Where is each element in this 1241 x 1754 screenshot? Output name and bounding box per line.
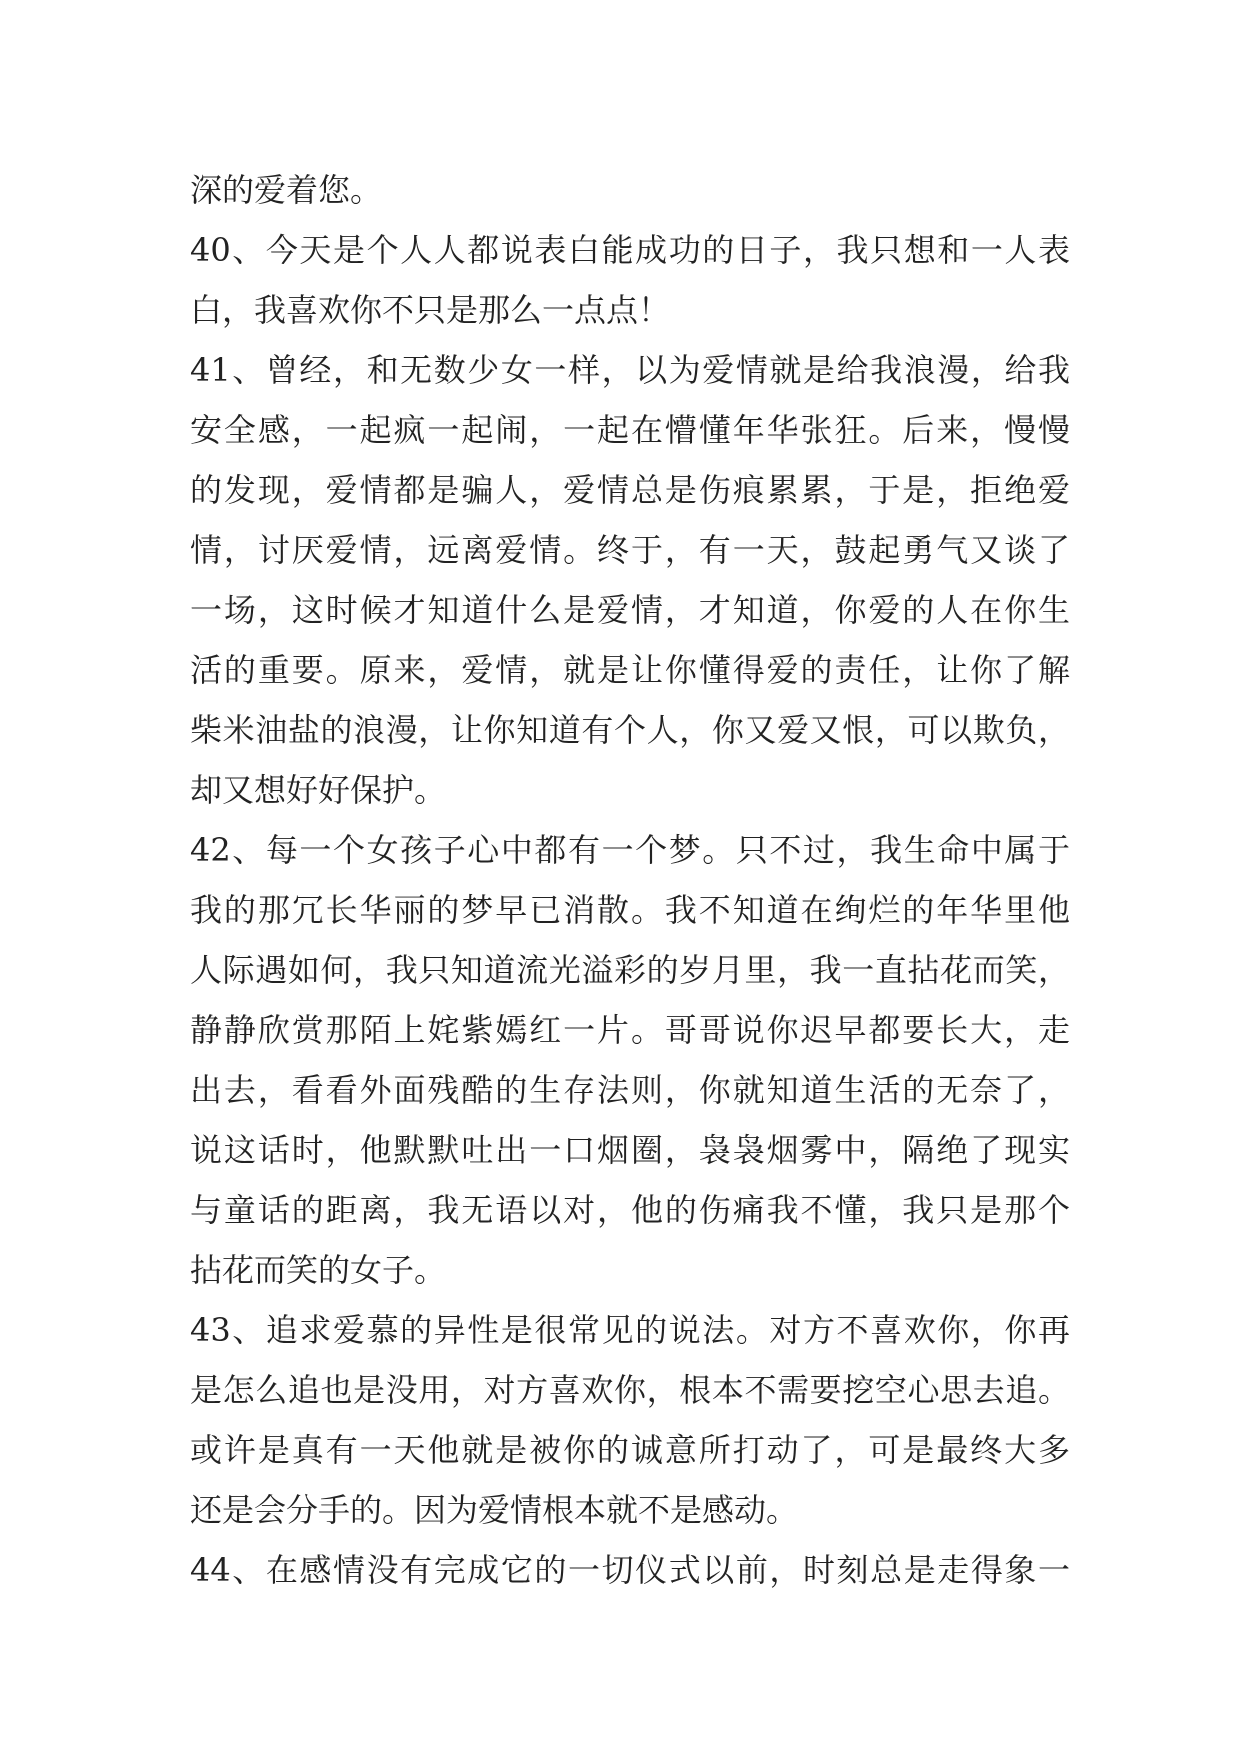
- text-line: 40、今天是个人人都说表白能成功的日子，我只想和一人表: [190, 231, 1070, 269]
- text-line: 42、每一个女孩子心中都有一个梦。只不过，我生命中属于: [190, 831, 1070, 869]
- text-line: 44、在感情没有完成它的一切仪式以前，时刻总是走得象一: [190, 1551, 1070, 1589]
- text-line: 出去，看看外面残酷的生存法则，你就知道生活的无奈了，: [190, 1071, 1070, 1109]
- text-line: 拈花而笑的女子。: [190, 1251, 447, 1289]
- text-line: 与童话的距离，我无语以对，他的伤痛我不懂，我只是那个: [190, 1191, 1070, 1229]
- text-line: 安全感，一起疯一起闹，一起在懵懂年华张狂。后来，慢慢: [190, 411, 1070, 449]
- text-line: 深的爱着您。: [190, 171, 383, 209]
- text-line: 情，讨厌爱情，远离爱情。终于，有一天，鼓起勇气又谈了: [190, 531, 1070, 569]
- text-line: 41、曾经，和无数少女一样，以为爱情就是给我浪漫，给我: [190, 351, 1070, 389]
- text-line: 的发现，爱情都是骗人，爱情总是伤痕累累，于是，拒绝爱: [190, 471, 1070, 509]
- text-line: 却又想好好保护。: [190, 771, 447, 809]
- text-line: 柴米油盐的浪漫，让你知道有个人，你又爱又恨，可以欺负，: [190, 711, 1070, 749]
- document-body: [190, 160, 1070, 1600]
- text-line: 人际遇如何，我只知道流光溢彩的岁月里，我一直拈花而笑，: [190, 951, 1070, 989]
- text-line: 43、追求爱慕的异性是很常见的说法。对方不喜欢你，你再: [190, 1311, 1070, 1349]
- text-line: 说这话时，他默默吐出一口烟圈，袅袅烟雾中，隔绝了现实: [190, 1131, 1070, 1169]
- text-line: 我的那冗长华丽的梦早已消散。我不知道在绚烂的年华里他: [190, 891, 1070, 929]
- text-line: 静静欣赏那陌上姹紫嫣红一片。哥哥说你迟早都要长大，走: [190, 1011, 1070, 1049]
- text-line: 或许是真有一天他就是被你的诚意所打动了，可是最终大多: [190, 1431, 1070, 1469]
- text-line: 活的重要。原来，爱情，就是让你懂得爱的责任，让你了解: [190, 651, 1070, 689]
- text-line: 是怎么追也是没用，对方喜欢你，根本不需要挖空心思去追。: [190, 1371, 1070, 1409]
- text-line: 还是会分手的。因为爱情根本就不是感动。: [190, 1491, 799, 1529]
- text-line: 一场，这时候才知道什么是爱情，才知道，你爱的人在你生: [190, 591, 1070, 629]
- text-line: 白，我喜欢你不只是那么一点点！: [190, 291, 671, 329]
